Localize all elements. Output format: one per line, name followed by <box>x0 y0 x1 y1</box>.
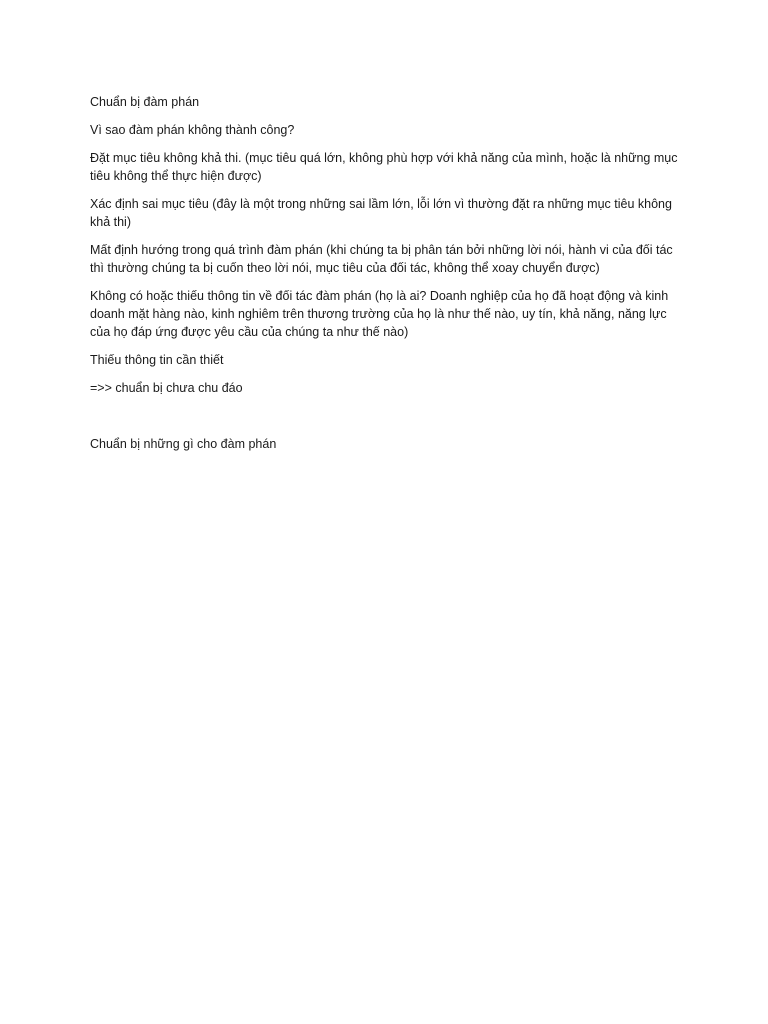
heading-preparation: Chuẩn bị đàm phán <box>90 95 200 109</box>
paragraph-missing-partner-info: Không có hoặc thiếu thông tin về đối tác đàm phán (họ là ai? Doanh nghiệp của họ đã hoạt động và kinh doanh mặt hàng nào, kinh nghiêm trên thương trường của họ là như thế nào, uy tín, khả năng, năng lực của họ đáp ứng được yêu cầu của chúng ta như thế nào) <box>90 289 669 339</box>
paragraph-lost-direction: Mất định hướng trong quá trình đàm phán (khi chúng ta bị phân tán bởi những lời nói, hành vi của đối tác thì thường chúng ta bị cuốn theo lời nói, mục tiêu của đối tác, không thể xoay chuyển được) <box>90 243 673 275</box>
paragraph-unrealistic-goals: Đặt mục tiêu không khả thi. (mục tiêu quá lớn, không phù hợp với khả năng của mình, hoặc là những mục tiêu không thể thực hiện được) <box>90 151 678 183</box>
heading-what-to-prepare: Chuẩn bị những gì cho đàm phán <box>90 437 277 451</box>
blank-line <box>90 407 690 435</box>
paragraph-conclusion: =>> chuẩn bị chưa chu đáo <box>90 381 243 395</box>
paragraph-missing-info: Thiếu thông tin cần thiết <box>90 353 224 367</box>
question-why-fail: Vì sao đàm phán không thành công? <box>90 123 295 137</box>
document-body <box>90 93 690 463</box>
paragraph-wrong-goals: Xác định sai mục tiêu (đây là một trong những sai lầm lớn, lỗi lớn vì thường đặt ra những mục tiêu không khả thi) <box>90 197 672 229</box>
